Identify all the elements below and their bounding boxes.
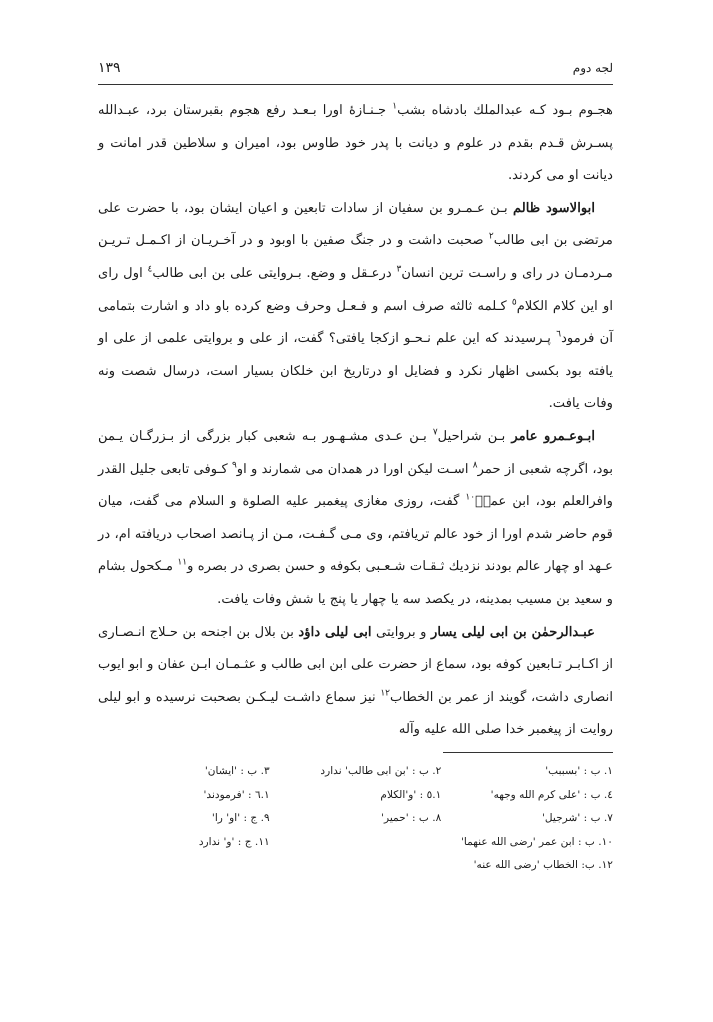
footnote-2: ۲. ب : 'بن ابی طالب' ندارد — [320, 765, 442, 777]
footnote-8: ۸. ب : 'حمیر' — [381, 812, 442, 825]
footnote-7: ۷. ب : 'شرجیل' — [541, 812, 613, 825]
footnote-3: ۳. ب : 'ایشان' — [204, 765, 270, 777]
text-run: مـکحول بشام و سعید بن مسیب بمدینه، در یکصد سه یا چهار یا پنج یا شش وفات یافت. — [98, 559, 613, 607]
text-run: جـنـازهٔ اورا بـعـد رفع هجوم بقبرستان برد، عبـدالله پسـرش قـدم بقدم در علوم و دیانت با پدر خود طاوس بود، امیران و سلاطین قدر امانت و دیانت او می کردند. — [98, 103, 613, 184]
text-run: صحبت داشت و در جنگ صفین با اوبود و در آخـریـان از اکـمـل تـریـن مـردمـان در رای و راسـت ترین انسان — [98, 233, 613, 281]
footnote-ref: ۱ — [392, 101, 398, 112]
footnote-ref: ٤ — [147, 264, 153, 275]
text-run: کـلمه ثالثه صرف اسم و فـعـل وحرف وضع کرده باو داد و اشارت بتمامی آن فرمود — [98, 298, 613, 347]
text-run: درعـقل و وضع. بـروایتی علی بن ابی طالب — [152, 265, 397, 281]
footnote-ref: ٥ — [511, 297, 517, 308]
footnote-11: ۱۱. ج : 'و' ندارد — [198, 835, 270, 848]
text-run: و بروایتی — [371, 624, 431, 640]
person-name: عبـدالرحمٰن بن ابی لیلی یسار — [430, 624, 595, 640]
footnote-ref: ۱۰ — [465, 492, 476, 503]
footnote-ref: ٦ — [556, 329, 562, 340]
footnote-ref: ۳ — [396, 264, 402, 275]
footnote-ref: ۷ — [432, 427, 438, 438]
footnote-row — [98, 807, 613, 831]
chapter-title: لجه دوم — [572, 61, 613, 75]
footnote-ref: ۲ — [488, 231, 494, 242]
text-run: بـن عـدی مشـهـور بـه شعبی کبار بزرگی از بـزرگـان یـمن بود، اگرچه شعبی از حمر — [98, 428, 614, 477]
footnote-ref: ۱۲ — [380, 688, 390, 699]
paragraph-3 — [98, 421, 613, 617]
text-run: بن بلال بن اجنحه بن حـلاج انـصـاری از اکـابـر تـابعین کوفه بود، سماع از حضرت علی ابن ابی طالب و عثـمـان ابـن عفان و ابو ایوب انصاری داشت، گویند از عمر بن الخطاب — [98, 624, 613, 705]
footnote-4: ٤. ب : 'علی کرم الله وجهه' — [490, 788, 613, 801]
text-run: نیز سماع داشـت لیـکـن بصحبت نرسیده و ابو لیلی روایت از پیغمبر خدا صلی الله علیه وآله — [98, 689, 613, 738]
footnote-ref: ۸ — [472, 460, 478, 471]
footnote-row — [98, 760, 613, 784]
footnote-6: ۱.٦ : 'فرمودند' — [203, 788, 270, 801]
text-run: بـن شراحیل — [437, 428, 512, 444]
footnote-12: ۱۲. ب: الخطاب 'رضی الله عنه' — [473, 859, 613, 872]
footnote-row — [98, 854, 613, 878]
person-name: ابـوعـمرو عامر — [511, 428, 595, 444]
text-run: هجـوم بـود کـه عبدالملك بادشاه بشب — [397, 103, 613, 118]
paragraph-1 — [98, 95, 613, 193]
person-name: ابی لیلی داؤد — [298, 624, 372, 640]
footnote-1: ۱. ب : 'بسببب' — [545, 765, 613, 777]
footnote-10: ۱۰. ب : ابن عمر 'رضی الله عنهما' — [461, 835, 613, 848]
document-page — [98, 60, 613, 960]
text-run: اول رای او این کلام الکلام — [98, 265, 613, 314]
footnote-ref: ۱۱ — [177, 557, 188, 568]
footnote-row — [98, 784, 613, 808]
text-run: اسـت لیکن اورا در همدان می شمارند و او — [236, 461, 473, 477]
text-run: پـرسیدند که این علم نـحـو ازکجا یافتی؟ گفت، از علی و بروایتی علمی از علی او یافته بود بکسی اظهار نکرد و فضایل او درتاریخ ابن خلکان بسیار است، درسال شصت ونه وفات یافت. — [98, 331, 613, 412]
person-name: ابوالاسود ظالم — [512, 200, 596, 216]
page-number: ۱۳۹ — [98, 60, 121, 76]
footnotes — [98, 760, 613, 878]
body-text — [98, 95, 613, 747]
footnote-9: ۹. ج : 'او' را' — [211, 812, 270, 825]
running-header — [98, 60, 613, 85]
footnote-5: ۱.٥ : 'و'الکلام — [380, 788, 442, 801]
footnote-separator — [443, 752, 613, 753]
paragraph-2 — [98, 193, 613, 421]
text-run: بـن عـمـرو بن سفیان از سادات تابعین و اعیان ایشان بود، با حضرت علی مرتضی بن ابی طالب — [98, 200, 613, 249]
footnote-row — [98, 831, 613, 855]
footnote-ref: ۹ — [231, 460, 237, 471]
text-run: کـوفی تابعی جلیل القدر وافرالعلم بود، ابن عمرؓ — [98, 461, 614, 510]
text-run: گفت، روزی مغازی پیغمبر علیه الصلوة و السلام می گفت، میان قوم حاضر شدم اورا از خود عالم تریافتم، وی مـی گـفـت، مـن از پـانصد اصحاب دریافته ام، در عـهد او چهار عالم بودند نزدیك ثـقـات شـعـبی بکوفه و حسن بصری در بصره و — [98, 494, 614, 575]
paragraph-4 — [98, 617, 613, 747]
